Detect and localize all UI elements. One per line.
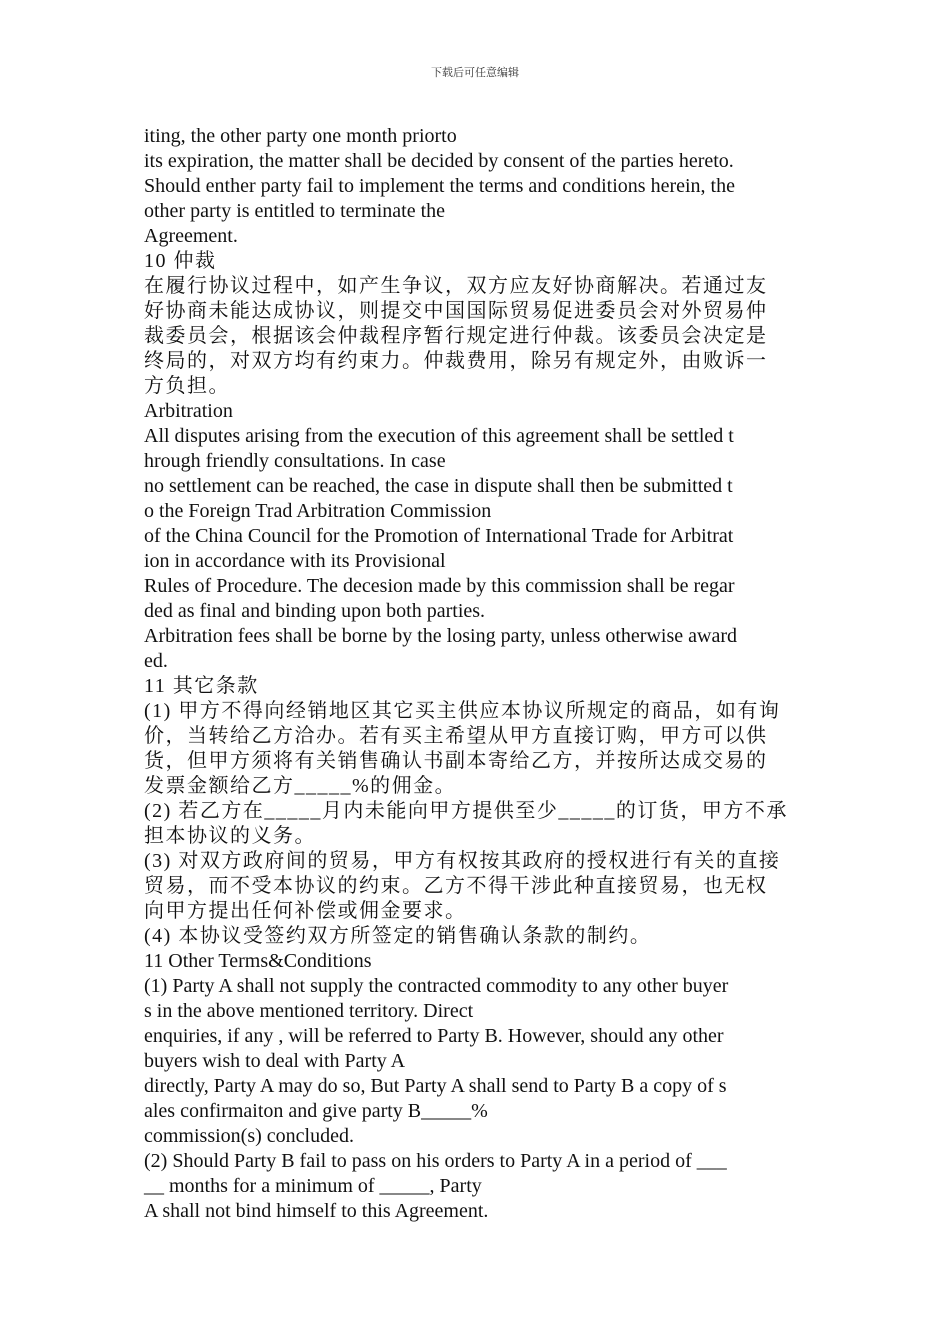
body-line: All disputes arising from the execution of this agreement shall be settled t <box>144 425 734 447</box>
body-line: of the China Council for the Promotion of International Trade for Arbitrat <box>144 525 734 547</box>
body-line: 终局的，对双方均有约束力。仲裁费用，除另有规定外，由败诉一 <box>144 350 768 372</box>
body-line: Arbitration fees shall be borne by the losing party, unless otherwise award <box>144 625 737 647</box>
body-line: ion in accordance with its Provisional <box>144 550 446 572</box>
body-line: A shall not bind himself to this Agreement. <box>144 1200 489 1222</box>
body-line: 好协商未能达成协议，则提交中国国际贸易促进委员会对外贸易仲 <box>144 300 768 322</box>
document-body <box>144 124 808 1224</box>
body-line: 发票金额给乙方_____%的佣金。 <box>144 775 457 797</box>
body-line: Should enther party fail to implement the terms and conditions herein, the <box>144 175 735 197</box>
body-line: other party is entitled to terminate the <box>144 200 446 222</box>
body-line: (2) Should Party B fail to pass on his orders to Party A in a period of ___ <box>144 1150 727 1172</box>
body-line: 担本协议的义务。 <box>144 825 316 847</box>
section-heading-arbitration-en: Arbitration <box>144 400 233 422</box>
body-line: (4) 本协议受签约双方所签定的销售确认条款的制约。 <box>144 925 652 947</box>
page-header: 下载后可任意编辑 <box>431 66 519 79</box>
body-line: 向甲方提出任何补偿或佣金要求。 <box>144 900 467 922</box>
body-line: no settlement can be reached, the case in dispute shall then be submitted t <box>144 475 733 497</box>
body-line: iting, the other party one month priorto <box>144 125 457 147</box>
section-heading-arbitration-cn: 10 仲裁 <box>144 250 217 272</box>
body-line: Agreement. <box>144 225 238 247</box>
body-line: o the Foreign Trad Arbitration Commission <box>144 500 492 522</box>
body-line: ded as final and binding upon both parties. <box>144 600 486 622</box>
body-line: directly, Party A may do so, But Party A shall send to Party B a copy of s <box>144 1075 727 1097</box>
section-heading-other-terms-en: 11 Other Terms&Conditions <box>144 950 372 972</box>
section-heading-other-terms-cn: 11 其它条款 <box>144 675 259 697</box>
body-line: 贸易，而不受本协议的约束。乙方不得干涉此种直接贸易，也无权 <box>144 875 768 897</box>
body-line: its expiration, the matter shall be decided by consent of the parties hereto. <box>144 150 734 172</box>
body-line: 方负担。 <box>144 375 230 397</box>
body-line: Rules of Procedure. The decesion made by this commission shall be regar <box>144 575 735 597</box>
body-line: ed. <box>144 650 168 672</box>
body-line: (1) Party A shall not supply the contracted commodity to any other buyer <box>144 975 729 997</box>
body-line: (1) 甲方不得向经销地区其它买主供应本协议所规定的商品，如有询 <box>144 700 781 722</box>
body-line: 价，当转给乙方洽办。若有买主希望从甲方直接订购，甲方可以供 <box>144 725 768 747</box>
body-line: __ months for a minimum of _____, Party <box>144 1175 482 1197</box>
body-line: hrough friendly consultations. In case <box>144 450 446 472</box>
body-line: ales confirmaiton and give party B_____% <box>144 1100 488 1122</box>
body-line: enquiries, if any , will be referred to Party B. However, should any other <box>144 1025 724 1047</box>
body-line: (2) 若乙方在_____月内未能向甲方提供至少_____的订货，甲方不承 <box>144 800 788 822</box>
body-line: s in the above mentioned territory. Direct <box>144 1000 474 1022</box>
body-line: 货，但甲方须将有关销售确认书副本寄给乙方，并按所达成交易的 <box>144 750 768 772</box>
body-line: commission(s) concluded. <box>144 1125 354 1147</box>
body-line: 裁委员会，根据该会仲裁程序暂行规定进行仲裁。该委员会决定是 <box>144 325 768 347</box>
body-line: (3) 对双方政府间的贸易，甲方有权按其政府的授权进行有关的直接 <box>144 850 781 872</box>
body-line: buyers wish to deal with Party A <box>144 1050 406 1072</box>
body-line: 在履行协议过程中，如产生争议，双方应友好协商解决。若通过友 <box>144 275 768 297</box>
